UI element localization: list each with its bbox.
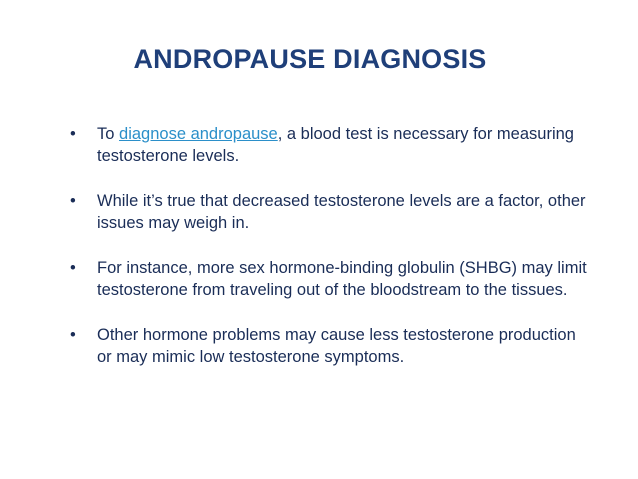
bullet-item-2	[70, 191, 590, 234]
bullet-1-prefix: To	[97, 125, 120, 143]
bullet-marker: •	[70, 125, 76, 143]
bullet-1-suffix: , a blood test is necessary for measuring testosterone levels.	[97, 125, 574, 165]
bullet-item-4	[70, 325, 590, 368]
bullet-item-1	[70, 124, 590, 167]
bullet-4-text: Other hormone problems may cause less testosterone production or may mimic low testosterone symptoms.	[97, 326, 576, 366]
bullet-2-text: While it’s true that decreased testosterone levels are a factor, other issues may weigh in.	[97, 192, 586, 232]
diagnose-andropause-link[interactable]: diagnose andropause	[119, 125, 278, 143]
bullet-marker: •	[70, 192, 76, 210]
bullet-list	[70, 124, 590, 392]
bullet-marker: •	[70, 326, 76, 344]
bullet-marker: •	[70, 259, 76, 277]
bullet-item-3	[70, 258, 590, 301]
slide-title: ANDROPAUSE DIAGNOSIS	[133, 44, 487, 74]
bullet-3-text: For instance, more sex hormone-binding globulin (SHBG) may limit testosterone from traveling out of the bloodstream to the tissues.	[97, 259, 587, 299]
